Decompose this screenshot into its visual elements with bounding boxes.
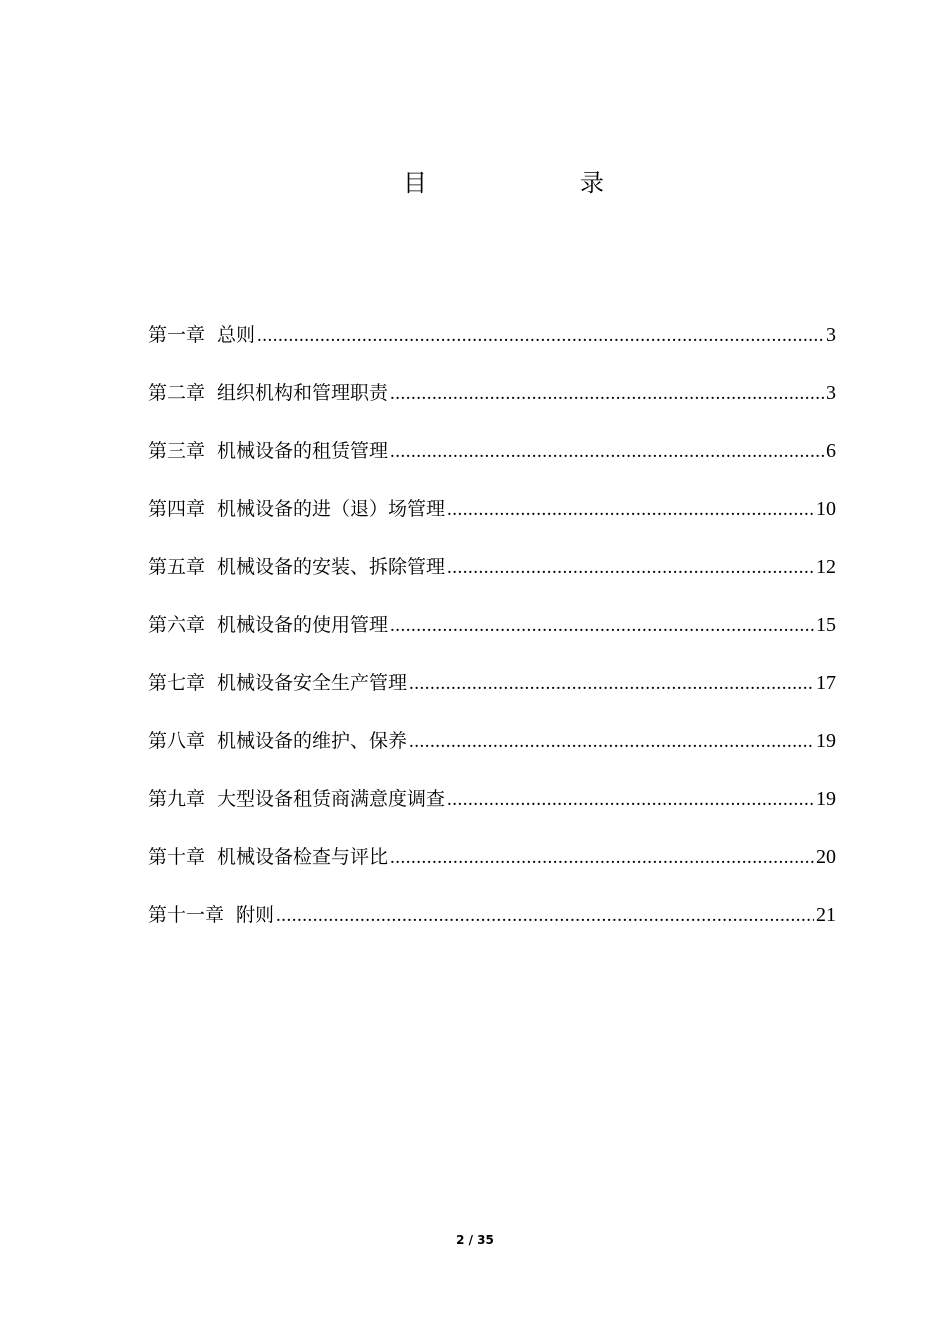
toc-entry-8[interactable] bbox=[148, 724, 836, 782]
toc-chapter-title: 机械设备检查与评比 bbox=[217, 846, 389, 868]
toc-dot-leader bbox=[390, 435, 824, 469]
toc-chapter-number: 第三章 bbox=[148, 440, 206, 462]
toc-chapter-number: 第十章 bbox=[148, 846, 206, 868]
toc-page-number: 15 bbox=[816, 614, 836, 636]
toc-entry-11[interactable] bbox=[148, 898, 836, 956]
toc-entry-5[interactable] bbox=[148, 550, 836, 608]
toc-chapter-title: 机械设备的安装、拆除管理 bbox=[217, 556, 446, 578]
toc-dot-leader bbox=[409, 725, 814, 759]
toc-dot-leader bbox=[390, 841, 814, 875]
toc-dot-leader bbox=[390, 377, 824, 411]
toc-entry-7[interactable] bbox=[148, 666, 836, 724]
toc-entry-6[interactable] bbox=[148, 608, 836, 666]
toc-chapter-number: 第六章 bbox=[148, 614, 206, 636]
toc-page-number: 3 bbox=[826, 324, 836, 346]
toc-chapter-title: 机械设备的进（退）场管理 bbox=[217, 498, 446, 520]
toc-page-number: 21 bbox=[816, 904, 836, 926]
toc-entry-3[interactable] bbox=[148, 434, 836, 492]
toc-chapter-number: 第四章 bbox=[148, 498, 206, 520]
toc-page-number: 6 bbox=[826, 440, 836, 462]
toc-entry-9[interactable] bbox=[148, 782, 836, 840]
toc-chapter-number: 第七章 bbox=[148, 672, 206, 694]
toc-entry-2[interactable] bbox=[148, 376, 836, 434]
toc-page-number: 19 bbox=[816, 730, 836, 752]
toc-page-number: 19 bbox=[816, 788, 836, 810]
toc-chapter-title: 机械设备安全生产管理 bbox=[217, 672, 408, 694]
toc-chapter-title: 总则 bbox=[217, 324, 256, 346]
toc-page-number: 12 bbox=[816, 556, 836, 578]
toc-chapter-number: 第十一章 bbox=[148, 904, 225, 926]
toc-dot-leader bbox=[409, 667, 814, 701]
toc-page-number: 20 bbox=[816, 846, 836, 868]
toc-dot-leader bbox=[447, 551, 814, 585]
toc-dot-leader bbox=[447, 493, 814, 527]
toc-dot-leader bbox=[276, 899, 814, 933]
toc-page-number: 3 bbox=[826, 382, 836, 404]
toc-heading-char-1: 目 bbox=[403, 169, 427, 197]
toc-chapter-title: 机械设备的租赁管理 bbox=[217, 440, 389, 462]
toc-entry-4[interactable] bbox=[148, 492, 836, 550]
toc-chapter-title: 组织机构和管理职责 bbox=[217, 382, 389, 404]
toc-chapter-number: 第九章 bbox=[148, 788, 206, 810]
page-footer-indicator: 2 / 35 bbox=[456, 1233, 494, 1247]
toc-chapter-number: 第二章 bbox=[148, 382, 206, 404]
toc-page-number: 10 bbox=[816, 498, 836, 520]
toc-heading-char-2: 录 bbox=[580, 169, 604, 197]
toc-chapter-title: 大型设备租赁商满意度调查 bbox=[217, 788, 446, 810]
toc-entry-10[interactable] bbox=[148, 840, 836, 898]
toc-page-number: 17 bbox=[816, 672, 836, 694]
toc-heading bbox=[0, 166, 950, 200]
toc-chapter-number: 第一章 bbox=[148, 324, 206, 346]
toc-entry-1[interactable] bbox=[148, 318, 836, 376]
toc-chapter-title: 机械设备的使用管理 bbox=[217, 614, 389, 636]
toc-dot-leader bbox=[447, 783, 814, 817]
toc-chapter-number: 第五章 bbox=[148, 556, 206, 578]
toc-chapter-title: 附则 bbox=[236, 904, 275, 926]
table-of-contents bbox=[148, 318, 836, 956]
toc-chapter-title: 机械设备的维护、保养 bbox=[217, 730, 408, 752]
toc-dot-leader bbox=[390, 609, 814, 643]
toc-chapter-number: 第八章 bbox=[148, 730, 206, 752]
toc-dot-leader bbox=[257, 319, 824, 353]
